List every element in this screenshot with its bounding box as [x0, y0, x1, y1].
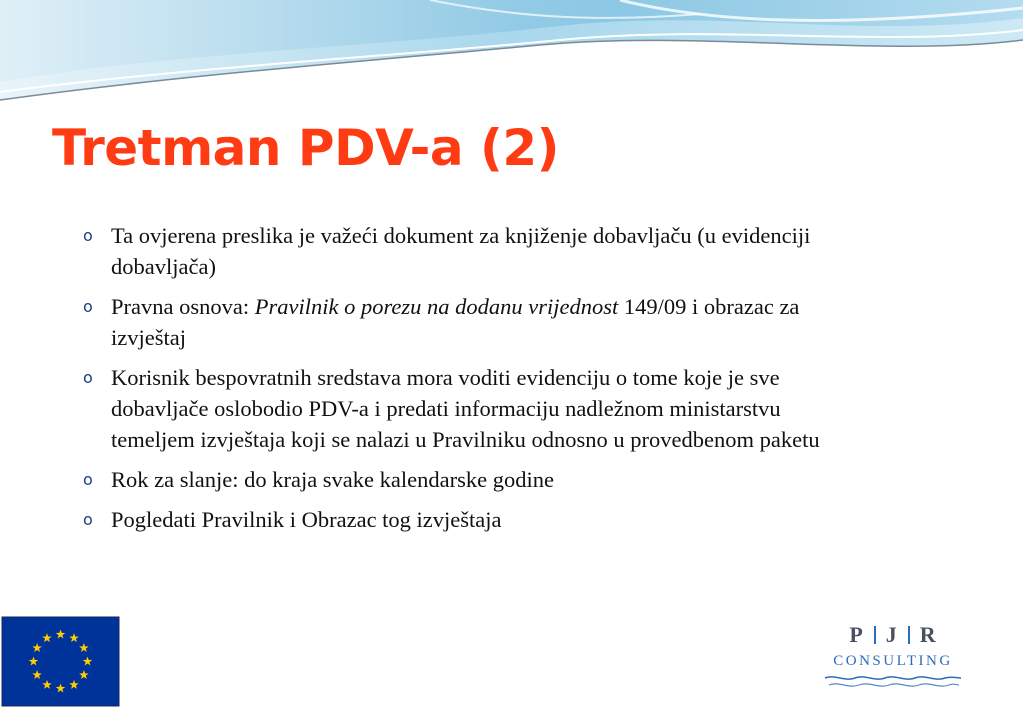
bullet-text: Pogledati Pravilnik i Obrazac tog izvještaja	[111, 507, 502, 532]
logo-letter-p: P	[849, 622, 864, 647]
bullet-marker-icon: o	[83, 470, 93, 489]
logo-letters	[818, 622, 968, 648]
bullet-list	[83, 220, 853, 544]
logo-subtitle: CONSULTING	[833, 653, 953, 669]
bullet-marker-icon: o	[83, 368, 93, 387]
bullet-text-italic: Pravilnik o porezu na dodanu vrijednost	[254, 294, 619, 319]
bullet-item	[83, 220, 853, 282]
bullet-text-after: 149/09 i obrazac za izvještaj	[111, 294, 800, 350]
slide-title: Tretman PDV-a (2)	[52, 119, 560, 177]
logo-separator	[908, 626, 910, 644]
bullet-item	[83, 362, 853, 455]
eu-flag-icon	[0, 615, 121, 708]
bullet-text: Ta ovjerena preslika je važeći dokument za knjiženje dobavljaču (u evidenciji dobavljača)	[111, 223, 811, 279]
bullet-marker-icon: o	[83, 510, 93, 529]
bullet-text-before: Pravna osnova:	[111, 294, 255, 319]
bullet-item	[83, 504, 853, 535]
bullet-item	[83, 464, 853, 495]
bullet-item	[83, 291, 853, 353]
bullet-text: Rok za slanje: do kraja svake kalendarske godine	[111, 467, 554, 492]
logo-letter-j: J	[885, 622, 898, 647]
logo-separator	[874, 626, 876, 644]
header-wave-decoration	[0, 0, 1023, 110]
wave-lines-icon	[823, 672, 963, 692]
bullet-marker-icon: o	[83, 297, 93, 316]
pjr-consulting-logo	[818, 622, 968, 694]
logo-letter-r: R	[919, 622, 937, 647]
bullet-marker-icon: o	[83, 226, 93, 245]
bullet-text: Korisnik bespovratnih sredstava mora voditi evidenciju o tome koje je sve dobavljače oslobodio PDV-a i predati informaciju nadležnom ministarstvu temeljem izvještaja koji se nalazi u Pravilniku odnosno u provedbenom paketu	[111, 365, 820, 452]
